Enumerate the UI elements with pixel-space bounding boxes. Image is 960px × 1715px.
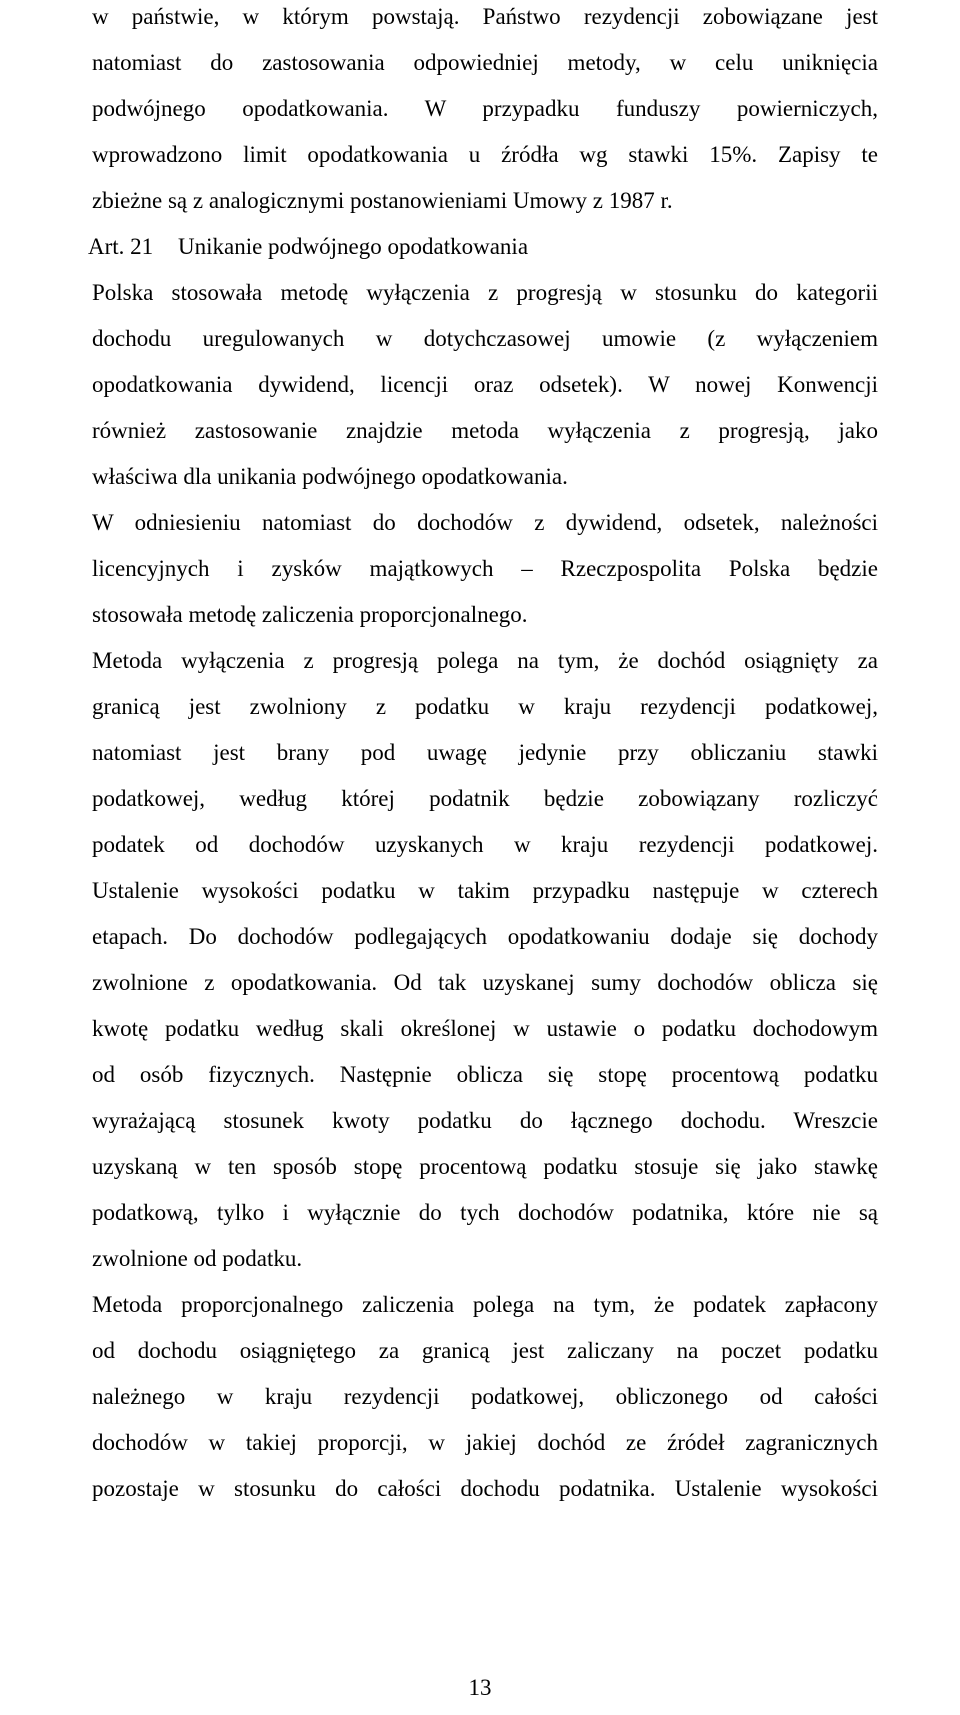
text-line: Polska stosowała metodę wyłączenia z progresją w stosunku do kategorii bbox=[92, 280, 878, 305]
text-line: podatek od dochodów uzyskanych w kraju rezydencji podatkowej. bbox=[92, 832, 878, 857]
article-title: Unikanie podwójnego opodatkowania bbox=[178, 234, 529, 259]
text-line: podwójnego opodatkowania. W przypadku funduszy powierniczych, bbox=[92, 96, 878, 121]
text-line: należnego w kraju rezydencji podatkowej, obliczonego od całości bbox=[92, 1384, 878, 1409]
text-line: zwolnione z opodatkowania. Od tak uzyskanej sumy dochodów oblicza się bbox=[92, 970, 878, 995]
text-line: podatkowej, według której podatnik będzie zobowiązany rozliczyć bbox=[92, 786, 878, 811]
text-line: od osób fizycznych. Następnie oblicza się stopę procentową podatku bbox=[92, 1062, 878, 1087]
text-line: wprowadzono limit opodatkowania u źródła wg stawki 15%. Zapisy te bbox=[92, 142, 878, 167]
text-line: opodatkowania dywidend, licencji oraz odsetek). W nowej Konwencji bbox=[92, 372, 878, 397]
text-line: w państwie, w którym powstają. Państwo rezydencji zobowiązane jest bbox=[92, 4, 878, 29]
text-line: uzyskaną w ten sposób stopę procentową podatku stosuje się jako stawkę bbox=[92, 1154, 878, 1179]
text-line: stosowała metodę zaliczenia proporcjonalnego. bbox=[92, 602, 528, 627]
document-page bbox=[88, 0, 878, 1715]
text-line: od dochodu osiągniętego za granicą jest zaliczany na poczet podatku bbox=[92, 1338, 878, 1363]
text-line: pozostaje w stosunku do całości dochodu podatnika. Ustalenie wysokości bbox=[92, 1476, 878, 1501]
text-line: wyrażającą stosunek kwoty podatku do łącznego dochodu. Wreszcie bbox=[92, 1108, 878, 1133]
text-line: W odniesieniu natomiast do dochodów z dywidend, odsetek, należności bbox=[92, 510, 878, 535]
text-line: dochodu uregulowanych w dotychczasowej umowie (z wyłączeniem bbox=[92, 326, 878, 351]
text-line: Metoda proporcjonalnego zaliczenia polega na tym, że podatek zapłacony bbox=[92, 1292, 878, 1317]
page-number: 13 bbox=[468, 1675, 492, 1700]
text-line: natomiast do zastosowania odpowiedniej metody, w celu uniknięcia bbox=[92, 50, 878, 75]
text-line: podatkową, tylko i wyłącznie do tych dochodów podatnika, które nie są bbox=[92, 1200, 878, 1225]
text-line: natomiast jest brany pod uwagę jedynie przy obliczaniu stawki bbox=[92, 740, 878, 765]
text-line: zbieżne są z analogicznymi postanowieniami Umowy z 1987 r. bbox=[92, 188, 673, 213]
text-line: licencyjnych i zysków majątkowych – Rzeczpospolita Polska będzie bbox=[92, 556, 878, 581]
text-line: kwotę podatku według skali określonej w ustawie o podatku dochodowym bbox=[92, 1016, 878, 1041]
text-line: Metoda wyłączenia z progresją polega na tym, że dochód osiągnięty za bbox=[92, 648, 878, 673]
article-heading bbox=[88, 232, 878, 262]
article-number: Art. 21 bbox=[88, 234, 154, 259]
text-line: również zastosowanie znajdzie metoda wyłączenia z progresją, jako bbox=[92, 418, 878, 443]
text-line: dochodów w takiej proporcji, w jakiej dochód ze źródeł zagranicznych bbox=[92, 1430, 878, 1455]
text-line: granicą jest zwolniony z podatku w kraju rezydencji podatkowej, bbox=[92, 694, 878, 719]
text-line: etapach. Do dochodów podlegających opodatkowaniu dodaje się dochody bbox=[92, 924, 878, 949]
text-line: Ustalenie wysokości podatku w takim przypadku następuje w czterech bbox=[92, 878, 878, 903]
text-line: właściwa dla unikania podwójnego opodatkowania. bbox=[92, 464, 568, 489]
text-line: zwolnione od podatku. bbox=[92, 1246, 303, 1271]
